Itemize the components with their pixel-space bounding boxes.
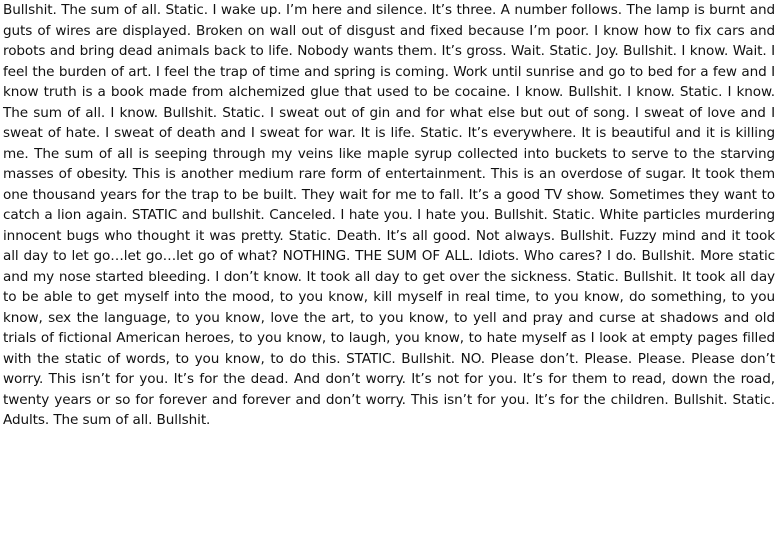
body-paragraph: Bullshit. The sum of all. Static. I wake up. I’m here and silence. It’s three. A number follows. The lamp is burnt and guts of wires are displayed. Broken on wall out of disgust and fixed because I’m poor. I know how to fix cars and robots and bring dead animals back to life. Nobody wants them. It’s gross. Wait. Static. Joy. Bullshit. I know. Wait. I feel the burden of art. I feel the trap of time and spring is coming. Work until sunrise and go to bed for a few and I know truth is a book made from alchemized glue that used to be cocaine. I know. Bullshit. I know. Static. I know. The sum of all. I know. Bullshit. Static. I sweat out of gin and for what else but out of song. I sweat of love and I sweat of hate. I sweat of death and I sweat for war. It is life. Static. It’s everywhere. It is beautiful and it is killing me. The sum of all is seeping through my veins like maple syrup collected into buckets to serve to the starving masses of obesity. This is another medium rare form of entertainment. This is an overdose of sugar. It took them one thousand years for the trap to be built. They wait for me to fall. It’s a good TV show. Sometimes they want to catch a lion again. STATIC and bullshit. Canceled. I hate you. I hate you. Bullshit. Static. White particles murdering innocent bugs who thought it was pretty. Static. Death. It’s all good. Not always. Bullshit. Fuzzy mind and it took all day to let go…let go…let go of what? NOTHING. THE SUM OF ALL. Idiots. Who cares? I do. Bullshit. More static and my nose started bleeding. I don’t know. It took all day to get over the sickness. Static. Bullshit. It took all day to be able to get myself into the mood, to you know, kill myself in real time, to you know, do something, to you know, sex the language, to you know, love the art, to you know, to yell and pray and curse at shadows and old trials of fictional American heroes, to you know, to laugh, you know, to hate myself as I look at empty pages filled with the static of words, to you know, to do this. STATIC. Bullshit. NO. Please don’t. Please. Please. Please don’t worry. This isn’t for you. It’s for the dead. And don’t worry. It’s not for you. It’s for them to read, down the road, twenty years or so for forever and forever and don’t worry. This isn’t for you. It’s for the children. Bullshit. Static. Adults. The sum of all. Bullshit. (3, 2, 775, 428)
